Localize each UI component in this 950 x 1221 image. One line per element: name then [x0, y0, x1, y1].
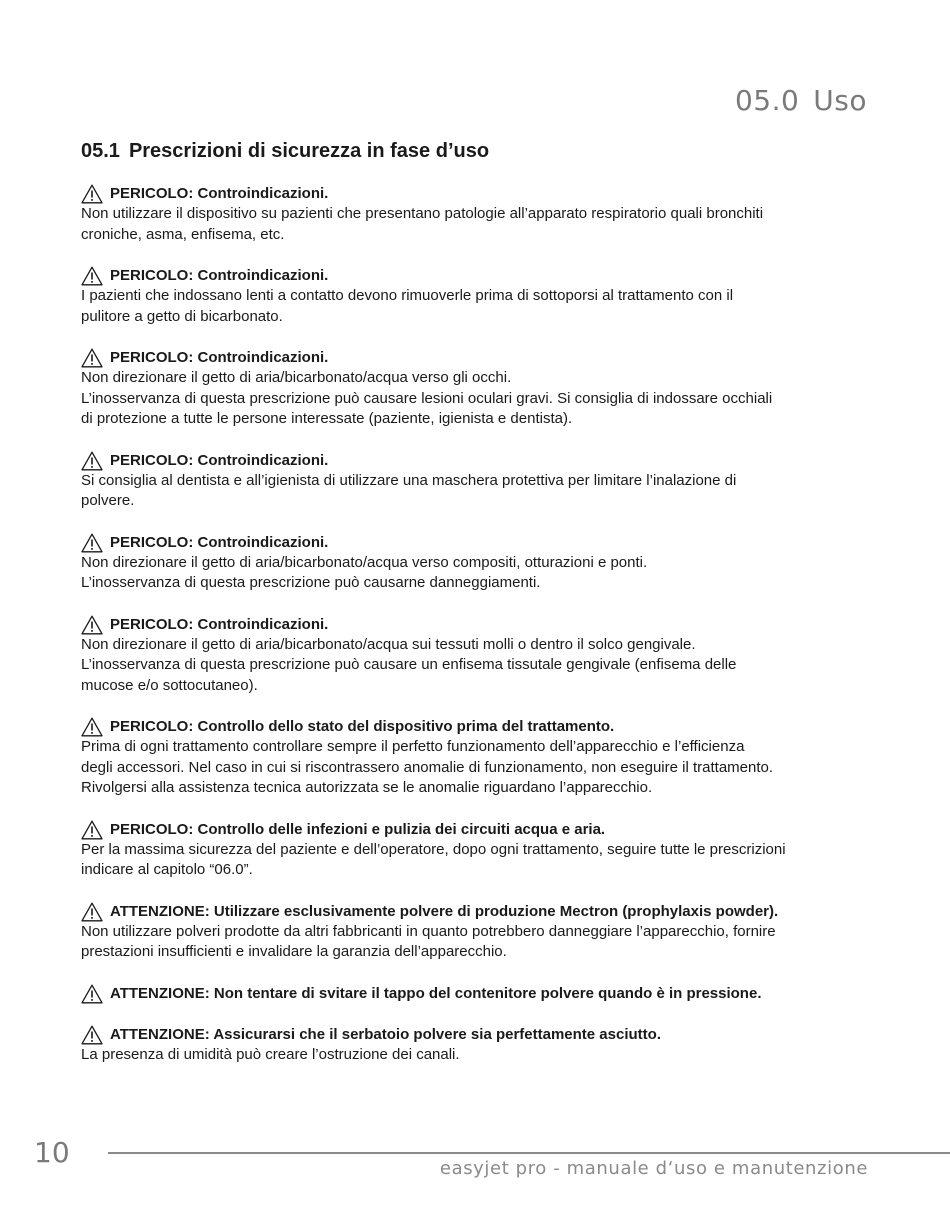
warning-text-line: Non utilizzare polveri prodotte da altri fabbricanti in quanto potrebbero danneggiare l’apparecchio, fornire — [81, 922, 776, 940]
warning-heading — [81, 184, 881, 204]
warning-text-line: L’inosservanza di questa prescrizione può causare lesioni oculari gravi. Si consiglia di indossare occhiali — [81, 389, 773, 407]
warning-block — [81, 820, 881, 881]
warning-heading — [81, 348, 881, 368]
warning-text-line: Non direzionare il getto di aria/bicarbonato/acqua verso compositi, otturazioni e ponti. — [81, 553, 648, 571]
warning-block — [81, 1025, 881, 1066]
warning-block — [81, 266, 881, 327]
warning-title: PERICOLO: Controindicazioni. — [110, 451, 329, 469]
warning-text-line: croniche, asma, enfisema, etc. — [81, 225, 285, 243]
warning-text-line: di protezione a tutte le persone interessate (paziente, igienista e dentista). — [81, 410, 573, 427]
warning-block — [81, 615, 881, 697]
warning-title: PERICOLO: Controindicazioni. — [110, 185, 329, 202]
warning-text-line: La presenza di umidità può creare l’ostruzione dei canali. — [81, 1045, 460, 1063]
warning-title: PERICOLO: Controindicazioni. — [110, 267, 329, 284]
warning-triangle-icon — [81, 451, 103, 471]
warning-text-line: Non utilizzare il dispositivo su pazienti che presentano patologie all’apparato respiratorio quali bronchiti — [81, 205, 764, 222]
warning-triangle-icon — [81, 1025, 103, 1045]
section-title — [81, 140, 489, 163]
warning-text-line: Per la massima sicurezza del paziente e dell’operatore, dopo ogni trattamento, seguire tutte le prescrizioni — [81, 840, 786, 858]
warning-triangle-icon — [81, 717, 103, 737]
warning-block — [81, 348, 881, 430]
warning-title: PERICOLO: Controindicazioni. — [110, 349, 329, 366]
warning-text-line: Si consiglia al dentista e all’igienista di utilizzare una maschera protettiva per limitare l’inalazione di — [81, 471, 737, 489]
warning-title: PERICOLO: Controllo dello stato del dispositivo prima del trattamento. — [110, 718, 615, 735]
warning-heading — [81, 451, 881, 471]
warning-text-line: prestazioni insufficienti e invalidare la garanzia dell’apparecchio. — [81, 943, 507, 960]
warning-heading — [81, 902, 881, 922]
footer-document-title: easyjet pro - manuale d‘uso e manutenzione — [439, 1158, 868, 1179]
warning-block — [81, 451, 881, 512]
warning-title: ATTENZIONE: Utilizzare esclusivamente polvere di produzione Mectron (prophylaxis powder). — [110, 902, 779, 920]
warning-text-line: polvere. — [81, 492, 135, 509]
warning-block — [81, 984, 881, 1004]
warning-heading — [81, 984, 881, 1004]
warning-triangle-icon — [81, 348, 103, 368]
warning-block — [81, 533, 881, 594]
warning-text-line: Non direzionare il getto di aria/bicarbonato/acqua verso gli occhi. — [81, 369, 512, 386]
warning-title: ATTENZIONE: Assicurarsi che il serbatoio polvere sia perfettamente asciutto. — [110, 1025, 661, 1043]
page-number: 10 — [34, 1136, 70, 1169]
warning-triangle-icon — [81, 984, 103, 1004]
warning-heading — [81, 820, 881, 840]
warning-title: PERICOLO: Controindicazioni. — [110, 533, 329, 551]
chapter-heading — [735, 84, 867, 117]
warning-title: ATTENZIONE: Non tentare di svitare il tappo del contenitore polvere quando è in pressione. — [110, 984, 762, 1002]
warning-text-line: indicare al capitolo “06.0”. — [81, 861, 253, 878]
footer-divider — [108, 1152, 950, 1154]
warning-heading — [81, 266, 881, 286]
warning-block — [81, 184, 881, 245]
warning-text-line: Rivolgersi alla assistenza tecnica autorizzata se le anomalie riguardano l’apparecchio. — [81, 779, 653, 796]
warning-text-line: Non direzionare il getto di aria/bicarbonato/acqua sui tessuti molli o dentro il solco gengivale. — [81, 635, 696, 653]
warning-text-line: degli accessori. Nel caso in cui si riscontrassero anomalie di funzionamento, non eseguire il trattamento. — [81, 758, 774, 776]
warning-triangle-icon — [81, 266, 103, 286]
section-title-text: Prescrizioni di sicurezza in fase d’uso — [128, 140, 490, 162]
warning-heading — [81, 615, 881, 635]
warning-triangle-icon — [81, 820, 103, 840]
chapter-title: Uso — [813, 84, 867, 117]
warning-triangle-icon — [81, 184, 103, 204]
warning-text-line: I pazienti che indossano lenti a contatto devono rimuoverle prima di sottoporsi al trattamento con il — [81, 287, 734, 304]
warning-text-line: pulitore a getto di bicarbonato. — [81, 307, 283, 325]
warning-text-line: L’inosservanza di questa prescrizione può causare un enfisema tissutale gengivale (enfisema delle — [81, 656, 737, 673]
warning-text-line: Prima di ogni trattamento controllare sempre il perfetto funzionamento dell’apparecchio e l’efficienza — [81, 738, 745, 755]
warning-title: PERICOLO: Controllo delle infezioni e pulizia dei circuiti acqua e aria. — [110, 820, 606, 838]
warning-text-line: L’inosservanza di questa prescrizione può causarne danneggiamenti. — [81, 574, 541, 591]
warnings-list — [81, 184, 881, 1086]
warning-block — [81, 717, 881, 799]
section-number: 05.1 — [81, 140, 120, 162]
warning-triangle-icon — [81, 533, 103, 553]
warning-heading — [81, 1025, 881, 1045]
warning-block — [81, 902, 881, 963]
warning-triangle-icon — [81, 615, 103, 635]
chapter-number: 05.0 — [734, 84, 800, 117]
warning-title: PERICOLO: Controindicazioni. — [110, 615, 329, 633]
warning-triangle-icon — [81, 902, 103, 922]
warning-text-line: mucose e/o sottocutaneo). — [81, 676, 258, 694]
warning-heading — [81, 533, 881, 553]
warning-heading — [81, 717, 881, 737]
